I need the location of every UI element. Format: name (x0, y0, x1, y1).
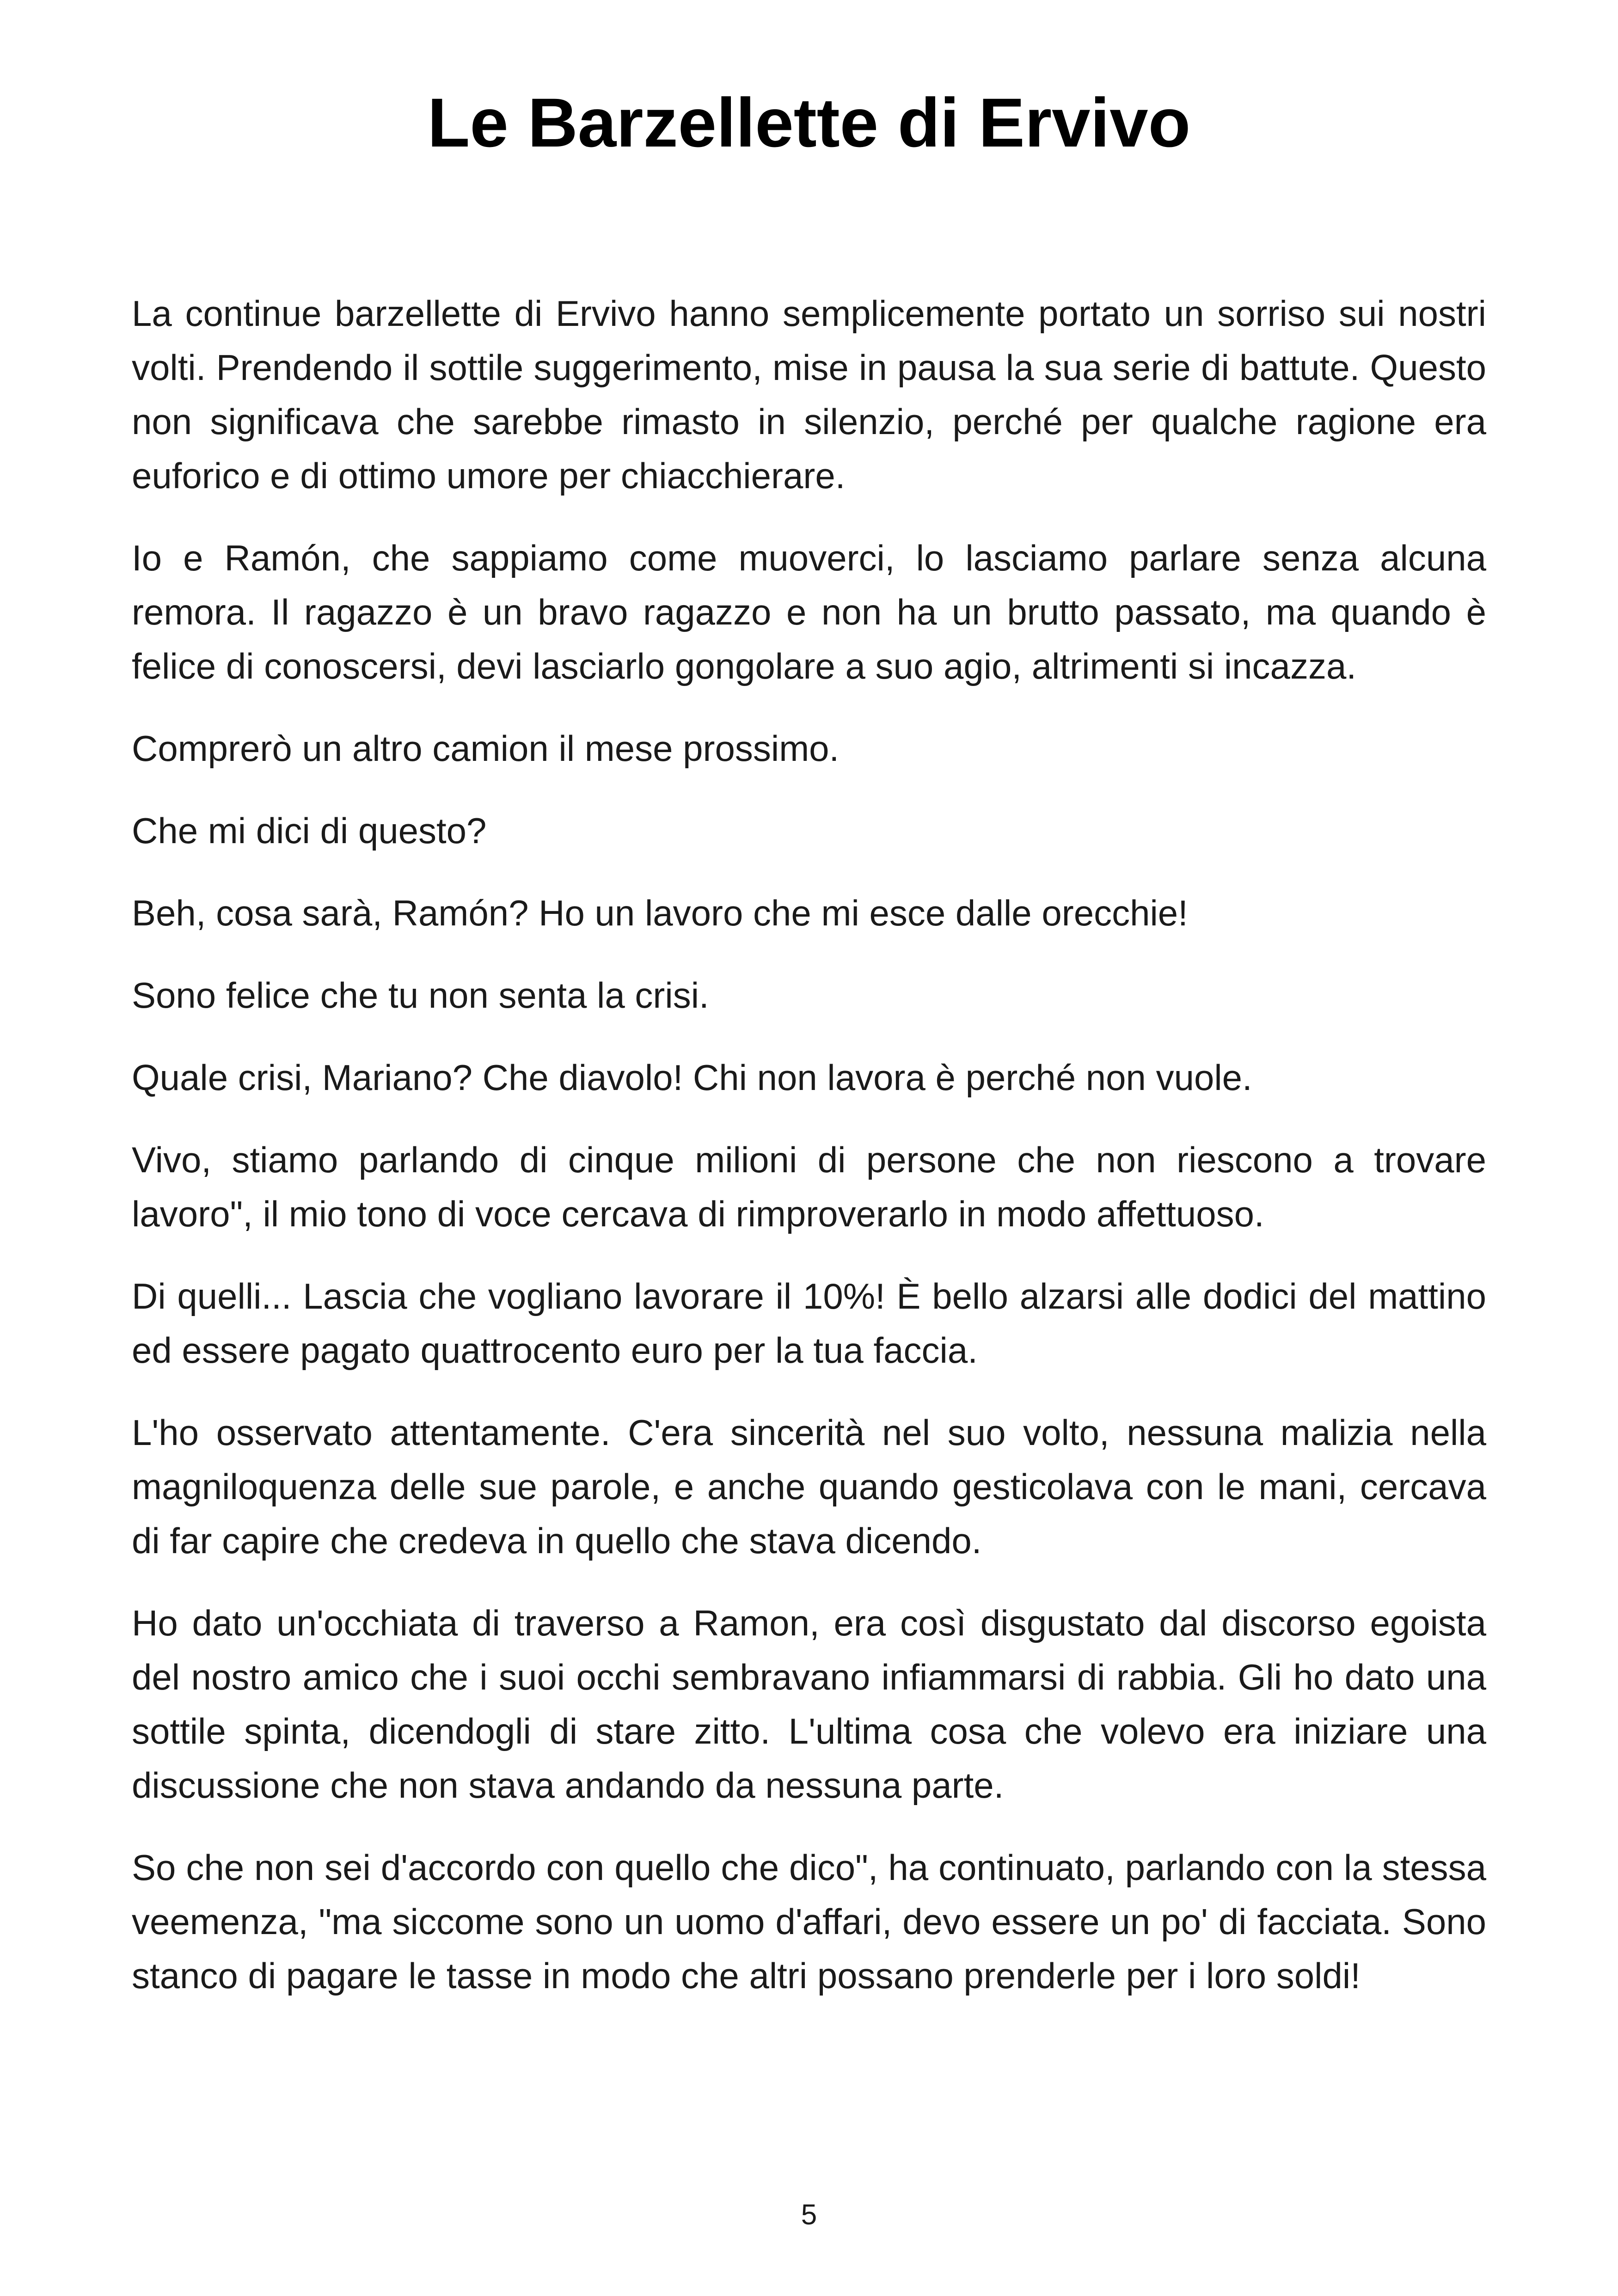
paragraph-1: La continue barzellette di Ervivo hanno semplicemente portato un sorriso sui nostri volti. Prendendo il sottile suggerimento, mise in pausa la sua serie di battute. Questo non significava che sarebbe rimasto in silenzio, perché per qualche ragione era euforico e di ottimo umore per chiacchierare. (132, 293, 1486, 496)
paragraph-5: Beh, cosa sarà, Ramón? Ho un lavoro che mi esce dalle orecchie! (132, 893, 1188, 933)
paragraph-6: Sono felice che tu non senta la crisi. (132, 975, 709, 1016)
paragraph-9: Di quelli... Lascia che vogliano lavorare il 10%! È bello alzarsi alle dodici del mattino ed essere pagato quattrocento euro per la tua faccia. (132, 1276, 1486, 1371)
body-text (132, 287, 1486, 2031)
paragraph-4: Che mi dici di questo? (132, 810, 487, 851)
paragraph-12: So che non sei d'accordo con quello che dico", ha continuato, parlando con la stessa veemenza, "ma siccome sono un uomo d'affari, devo essere un po' di facciata. Sono stanco di pagare le tasse in modo che altri possano prenderle per i loro soldi! (132, 1847, 1486, 1996)
page-title: Le Barzellette di Ervivo (427, 84, 1191, 161)
paragraph-7: Quale crisi, Mariano? Che diavolo! Chi non lavora è perché non vuole. (132, 1057, 1252, 1098)
paragraph-11: Ho dato un'occhiata di traverso a Ramon, era così disgustato dal discorso egoista del nostro amico che i suoi occhi sembravano infiammarsi di rabbia. Gli ho dato una sottile spinta, dicendogli di stare zitto. L'ultima cosa che volevo era iniziare una discussione che non stava andando da nessuna parte. (132, 1603, 1486, 1806)
paragraph-3: Comprerò un altro camion il mese prossimo. (132, 728, 840, 769)
paragraph-8: Vivo, stiamo parlando di cinque milioni di persone che non riescono a trovare lavoro", il mio tono di voce cercava di rimproverarlo in modo affettuoso. (132, 1139, 1486, 1234)
paragraph-2: Io e Ramón, che sappiamo come muoverci, lo lasciamo parlare senza alcuna remora. Il ragazzo è un bravo ragazzo e non ha un brutto passato, ma quando è felice di conoscersi, devi lasciarlo gongolare a suo agio, altrimenti si incazza. (132, 538, 1486, 686)
page-number: 5 (801, 2199, 817, 2231)
paragraph-10: L'ho osservato attentamente. C'era sincerità nel suo volto, nessuna malizia nella magniloquenza delle sue parole, e anche quando gesticolava con le mani, cercava di far capire che credeva in quello che stava dicendo. (132, 1412, 1486, 1561)
